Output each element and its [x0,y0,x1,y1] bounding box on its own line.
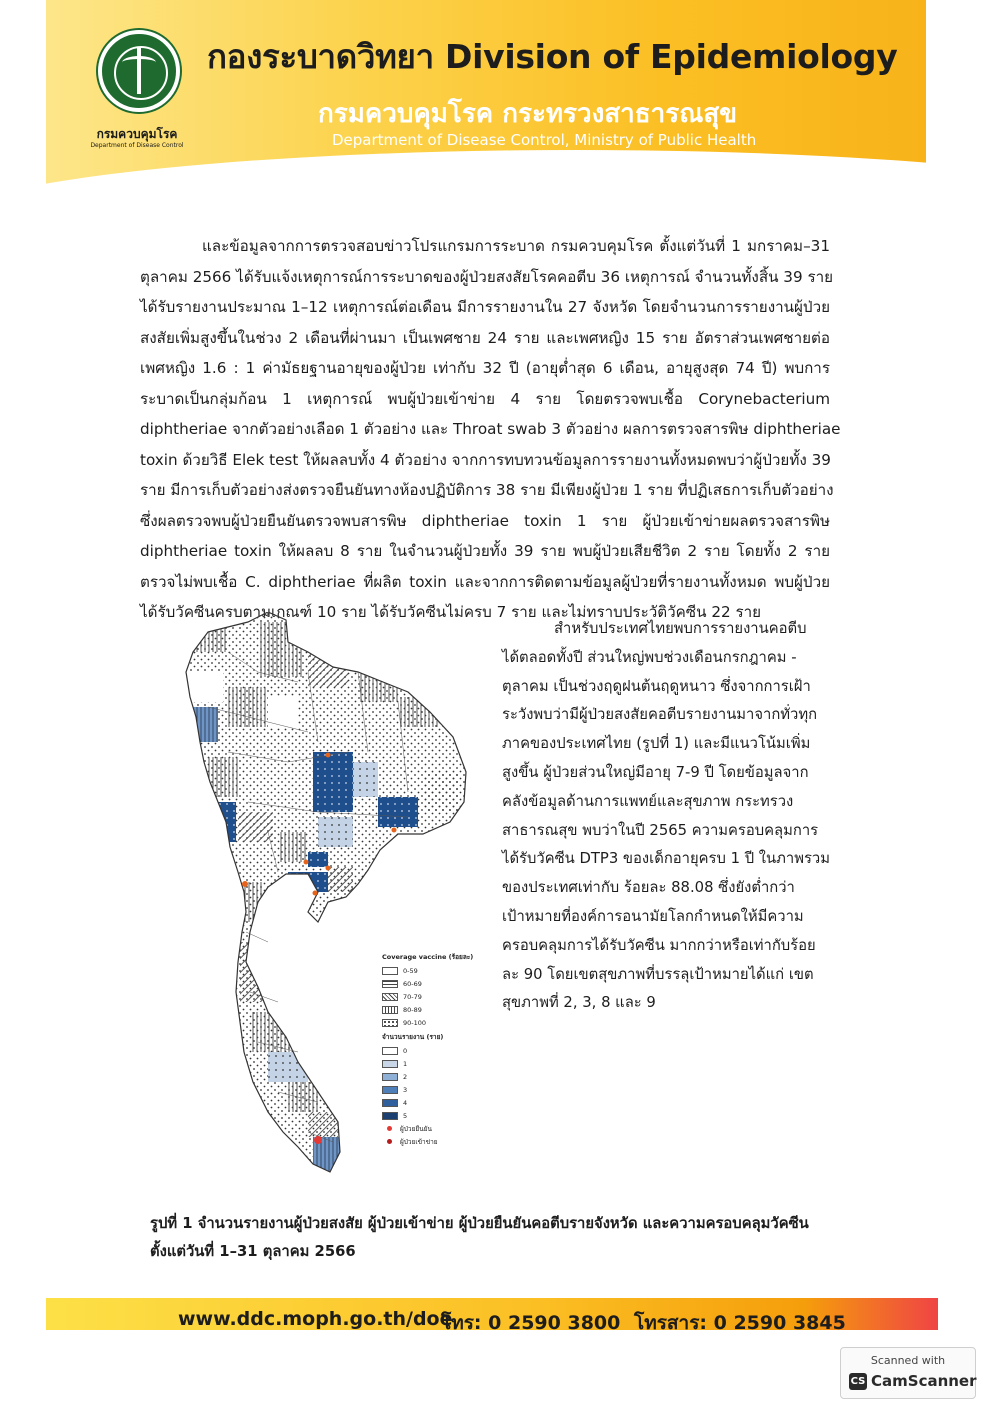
paragraph-line: เพศหญิง 1.6 : 1 ค่ามัธยฐานอายุของผู้ป่วย เท่ากับ 32 ปี (อายุต่ำสุด 6 เดือน, อายุสูงสุด 74 ปี) พบการ [140,359,830,377]
ministry-seal-icon [98,30,180,112]
legend-row: ผู้ป่วยยืนยัน [382,1122,492,1135]
legend-row: 70-79 [382,990,492,1003]
paragraph-line: สงสัยเพิ่มสูงขึ้นในช่วง 2 เดือนที่ผ่านมา เป็นเพศชาย 24 ราย และเพศหญิง 15 ราย อัตราส่วนเพศชายต่อ [140,328,830,347]
map-legend [382,952,492,1148]
paragraph-line: เป้าหมายที่องค์การอนามัยโลกกำหนดให้มีความ [502,907,804,925]
legend-row: 4 [382,1096,492,1109]
header-department: Department of Disease Control, Ministry of Public Health [332,131,757,149]
logo-caption-en: Department of Disease Control [90,142,184,149]
header-title: กองระบาดวิทยา Division of Epidemiology [207,37,898,76]
paragraph-line: diphtheriae จากตัวอย่างเลือด 1 ตัวอย่าง และ Throat swab 3 ตัวอย่าง ผลการตรวจสารพิษ diphtheriae [140,420,841,438]
header-white-curve [46,150,926,215]
legend-row: 90-100 [382,1016,492,1029]
paragraph-line: สูงขึ้น ผู้ป่วยส่วนใหญ่มีอายุ 7-9 ปี โดยข้อมูลจาก [502,763,809,781]
footer-bar [46,1298,938,1330]
paragraph-line: ละ 90 โดยเขตสุขภาพที่บรรลุเป้าหมายได้แก่ เขต [502,965,814,983]
legend-row: 5 [382,1109,492,1122]
camscanner-logo-icon: CS [849,1373,867,1390]
probable-case-marker [313,891,318,896]
probable-case-marker [392,828,397,833]
paragraph-line: สุขภาพที่ 2, 3, 8 และ 9 [502,994,656,1012]
confirmed-case-marker [314,1136,322,1144]
legend-row: 0-59 [382,964,492,977]
paragraph-line: ตุลาคม เป็นช่วงฤดูฝนต้นฤดูหนาว ซึ่งจากการเฝ้า [502,677,811,695]
legend-row: ผู้ป่วยเข้าข่าย [382,1135,492,1148]
paragraph-line: ของประเทศเท่ากับ ร้อยละ 88.08 ซึ่งยังต่ำกว่า [502,879,795,897]
paragraph-line: ซึ่งผลตรวจพบผู้ป่วยยืนยันตรวจพบสารพิษ diphtheriae toxin 1 ราย ผู้ป่วยเข้าข่ายผลตรวจสารพิษ [140,511,830,530]
legend-row: 60-69 [382,977,492,990]
legend-row: 2 [382,1070,492,1083]
scanner-watermark [840,1347,976,1399]
main-paragraph [140,231,841,628]
legend-row: 0 [382,1044,492,1057]
paragraph-line: ครอบคลุมการได้รับวัคซีน มากกว่าหรือเท่ากับร้อย [502,936,816,954]
paragraph-line: ระวังพบว่ามีผู้ป่วยสงสัยคอตีบรายงานมาจากทั่วทุก [502,706,818,724]
footer-fax: โทรสาร: 0 2590 3845 [634,1312,846,1330]
cases-legend-title: จำนวนรายงาน (ราย) [382,1033,444,1041]
paragraph-line: ภาคของประเทศไทย (รูปที่ 1) และมีแนวโน้มเพิ่ม [502,735,811,753]
legend-row: 3 [382,1083,492,1096]
legend-row: 80-89 [382,1003,492,1016]
coverage-legend-title: Coverage vaccine (ร้อยละ) [382,953,474,961]
paragraph-line: และข้อมูลจากการตรวจสอบข่าวโปรแกรมการระบาด กรมควบคุมโรค ตั้งแต่วันที่ 1 มกราคม–31 [202,237,830,255]
paragraph-line: ได้ตลอดทั้งปี ส่วนใหญ่พบช่วงเดือนกรกฎาคม - [502,648,797,666]
paragraph-line: ได้รับวัคซีนครบตามเกณฑ์ 10 ราย ได้รับวัคซีนไม่ครบ 7 ราย และไม่ทราบประวัติวัคซีน 22 ราย [140,603,762,621]
caption-line: รูปที่ 1 จำนวนรายงานผู้ป่วยสงสัย ผู้ป่วยเข้าข่าย ผู้ป่วยยืนยันคอตีบรายจังหวัด และความครอบคลุมวัคซีน [150,1215,809,1232]
probable-case-marker [326,866,331,871]
paragraph-line: สำหรับประเทศไทยพบการรายงานคอตีบ [554,620,807,637]
paragraph-line: สาธารณสุข พบว่าในปี 2565 ความครอบคลุมการ [502,821,819,839]
paragraph-line: ตรวจไม่พบเชื้อ C. diphtheriae ที่ผลิต toxin และจากการติดตามข้อมูลผู้ป่วยที่รายงานทั้งหมด พบผู้ป่วย [140,572,830,591]
confirmed-case-marker [242,881,248,887]
paragraph-line: ราย มีการเก็บตัวอย่างส่งตรวจยืนยันทางห้องปฏิบัติการ 38 ราย มีเพียงผู้ป่วย 1 ราย ที่ปฏิเสธการเก็บตัวอย่าง [140,481,834,499]
side-paragraph [502,615,838,1018]
paragraph-line: toxin ด้วยวิธี Elek test ให้ผลลบทั้ง 4 ตัวอย่าง จากการทบทวนข้อมูลการรายงานทั้งหมดพบว่าผู้ป่วยทั้ง 39 [140,450,831,469]
figure-caption [150,1210,840,1266]
logo-caption: กรมควบคุมโรค [96,127,178,141]
footer-phone: โทร: 0 2590 3800 [441,1312,621,1330]
probable-case-marker [304,860,309,865]
scanner-text: Scanned with [870,1354,946,1367]
legend-row: 1 [382,1057,492,1070]
header-subtitle: กรมควบคุมโรค กระทรวงสาธารณสุข [318,99,737,129]
scanner-brand: CamScanner [871,1372,977,1390]
paragraph-line: ได้รับรายงานประมาณ 1–12 เหตุการณ์ต่อเดือน มีการรายงานใน 27 จังหวัด โดยจำนวนการรายงานผู้ป่วย [140,298,830,316]
paragraph-line: diphtheriae toxin ให้ผลลบ 8 ราย ในจำนวนผู้ป่วยทั้ง 39 ราย พบผู้ป่วยเสียชีวิต 2 ราย โดยทั้ง 2 ราย [140,542,830,560]
caption-line: ตั้งแต่วันที่ 1–31 ตุลาคม 2566 [150,1243,356,1260]
paragraph-line: ได้รับวัคซีน DTP3 ของเด็กอายุครบ 1 ปี ในภาพรวม [502,850,830,868]
paragraph-line: ตุลาคม 2566 ได้รับแจ้งเหตุการณ์การระบาดของผู้ป่วยสงสัยโรคคอตีบ 36 เหตุการณ์ จำนวนทั้งสิ้น 39 ราย [140,267,834,286]
paragraph-line: ระบาดเป็นกลุ่มก้อน 1 เหตุการณ์ พบผู้ป่วยเข้าข่าย 4 ราย โดยตรวจพบเชื้อ Corynebacterium [140,389,830,408]
probable-case-marker [326,753,331,758]
footer-website[interactable]: www.ddc.moph.go.th/doe [178,1308,453,1330]
paragraph-line: คลังข้อมูลด้านการแพทย์และสุขภาพ กระทรวง [502,792,794,810]
